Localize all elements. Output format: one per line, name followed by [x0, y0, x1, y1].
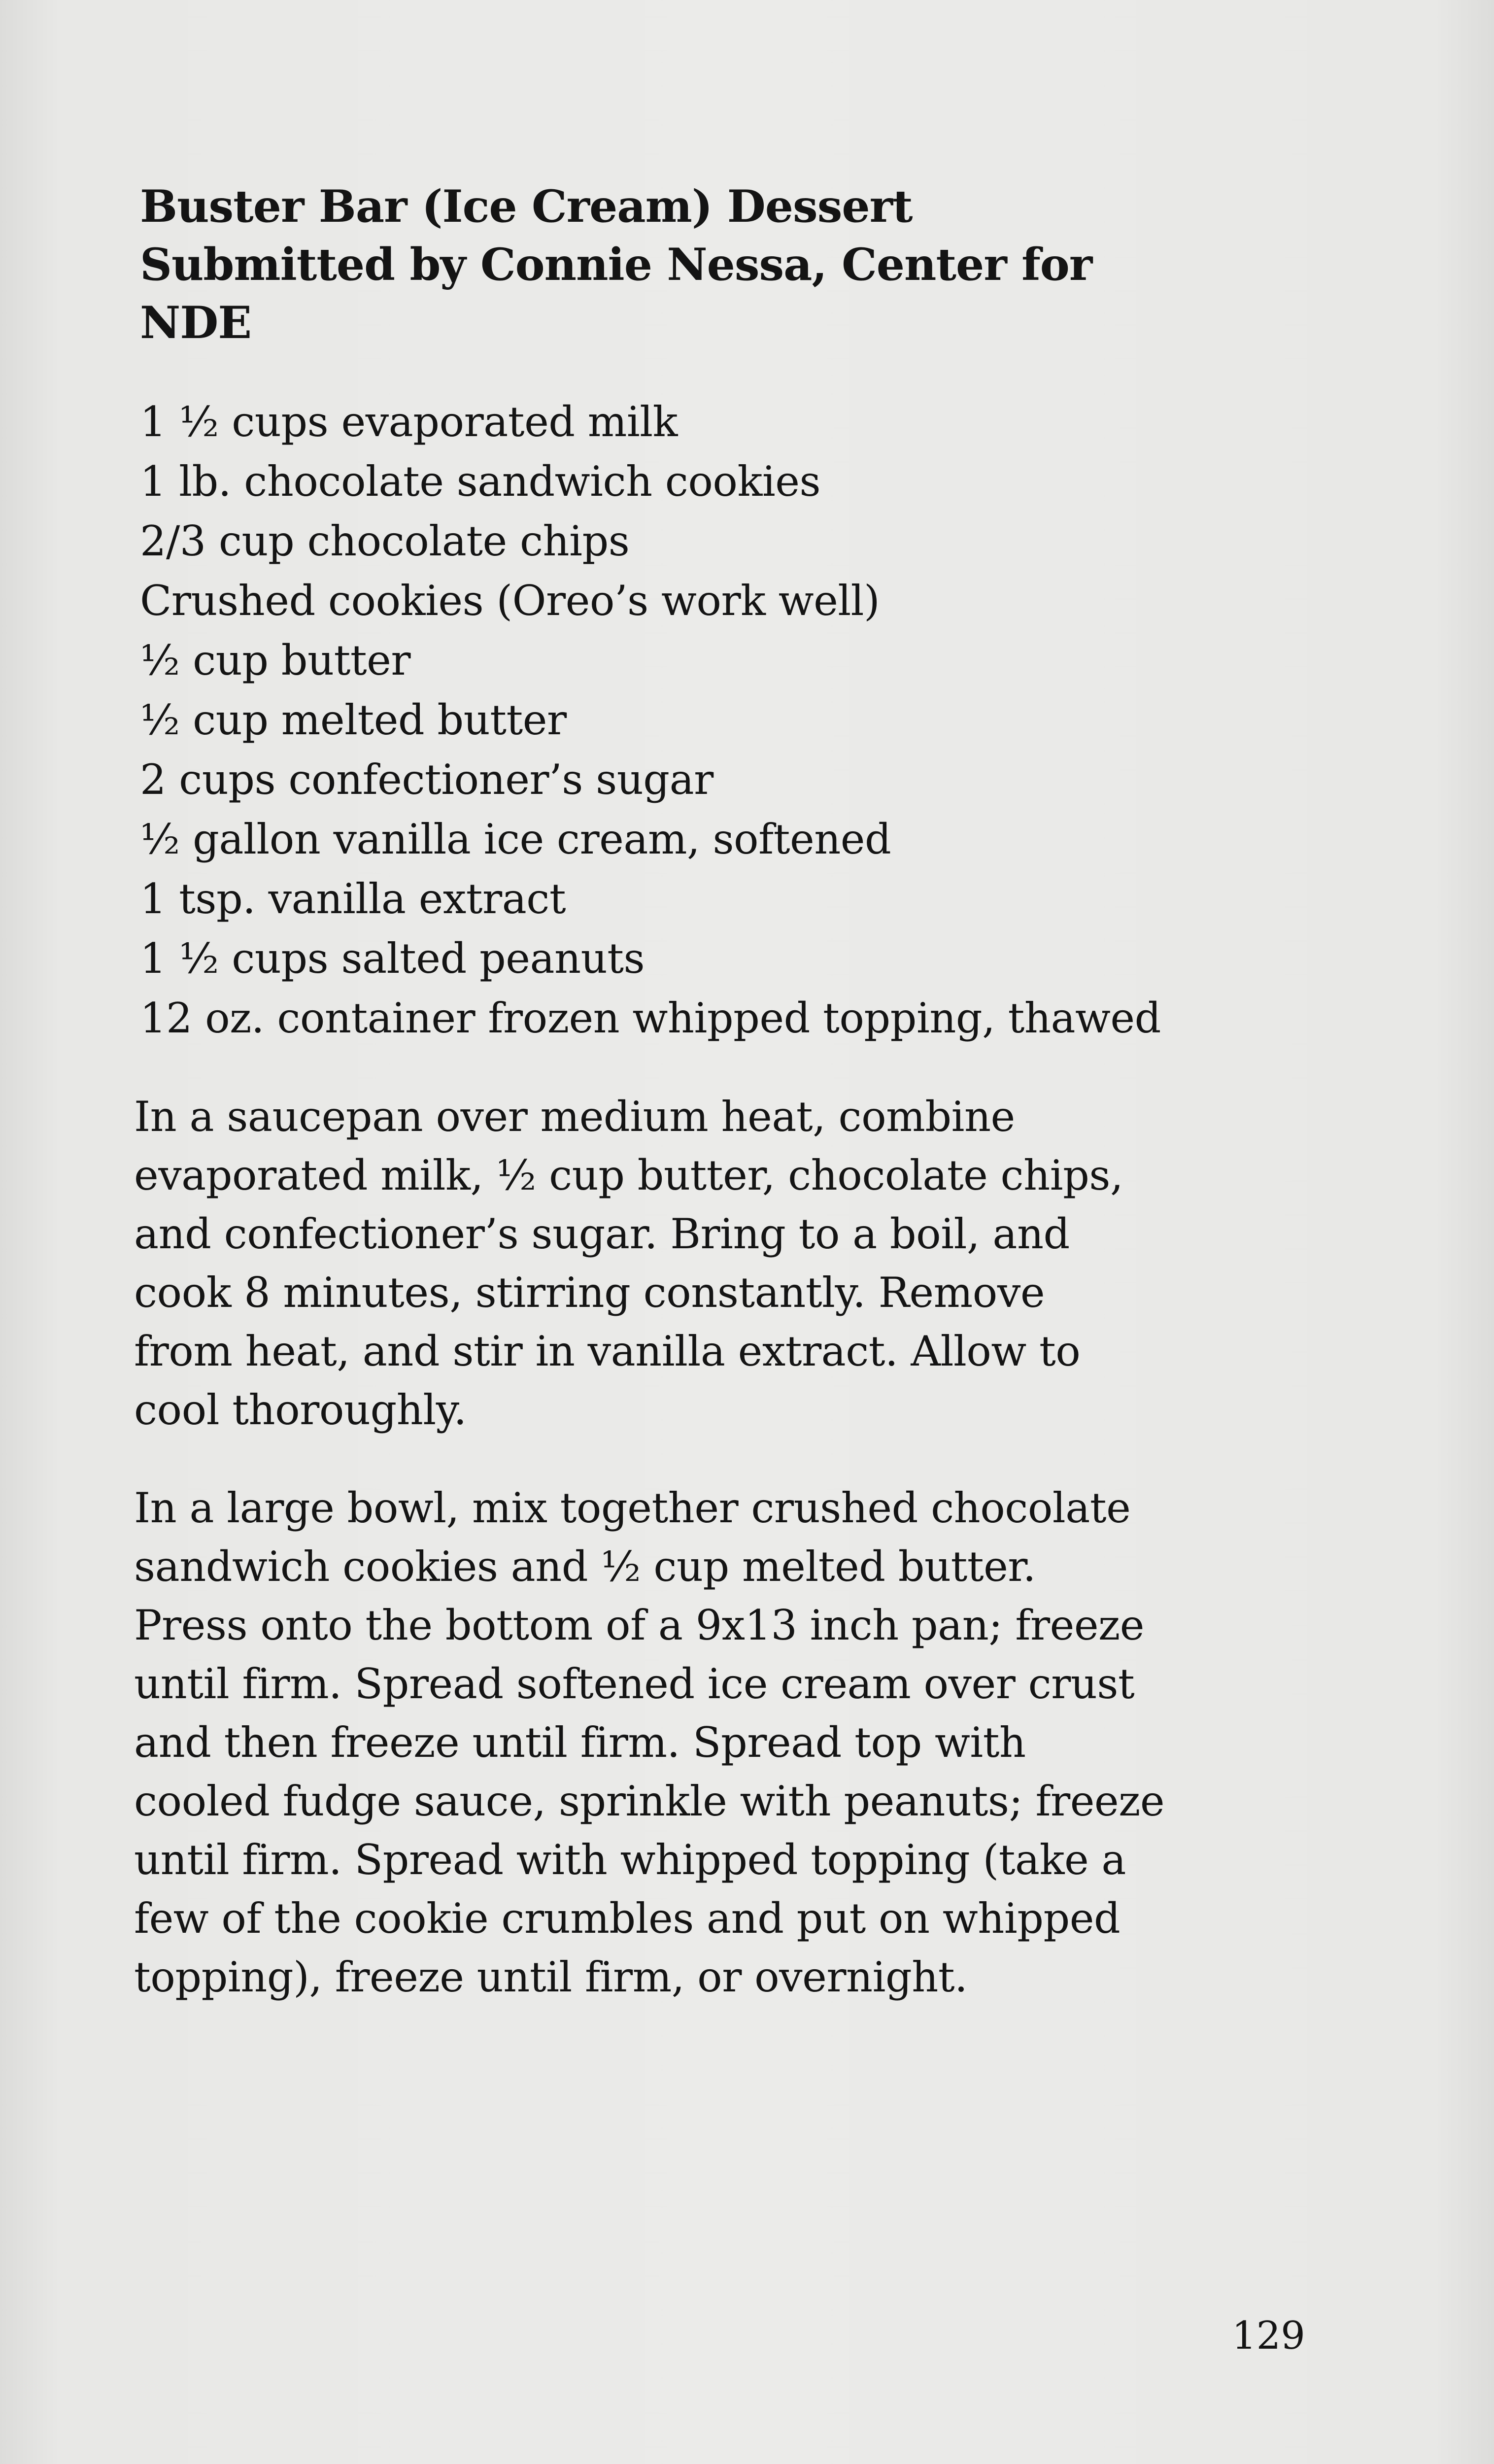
- ingredient-item: 1 ½ cups evaporated milk: [140, 398, 678, 446]
- instruction-line: cool thoroughly.: [134, 1386, 467, 1434]
- title-line: Submitted by Connie Nessa, Center for: [140, 239, 1092, 291]
- instruction-step-2: [134, 1479, 1283, 2007]
- instruction-line: until firm. Spread softened ice cream over crust: [134, 1660, 1135, 1708]
- instruction-line: Press onto the bottom of a 9x13 inch pan; freeze: [134, 1601, 1144, 1649]
- instruction-line: and then freeze until firm. Spread top with: [134, 1718, 1026, 1767]
- ingredient-item: ½ cup butter: [140, 636, 410, 684]
- instruction-line: cooled fudge sauce, sprinkle with peanuts; freeze: [134, 1777, 1165, 1825]
- ingredient-item: 1 ½ cups salted peanuts: [140, 934, 645, 983]
- instruction-line: topping), freeze until firm, or overnight.: [134, 1953, 968, 2001]
- instruction-line: In a saucepan over medium heat, combine: [134, 1093, 1015, 1141]
- page-number: 129: [1232, 2314, 1305, 2358]
- instruction-line: until firm. Spread with whipped topping (take a: [134, 1836, 1126, 1884]
- ingredient-item: 1 lb. chocolate sandwich cookies: [140, 457, 821, 506]
- instruction-line: from heat, and stir in vanilla extract. Allow to: [134, 1327, 1081, 1375]
- title-line: Buster Bar (Ice Cream) Dessert: [140, 180, 913, 233]
- ingredient-item: 2/3 cup chocolate chips: [140, 517, 630, 565]
- instruction-line: cook 8 minutes, stirring constantly. Remove: [134, 1268, 1045, 1317]
- ingredient-item: 2 cups confectioner’s sugar: [140, 755, 713, 804]
- ingredient-list: [140, 392, 1283, 1048]
- instruction-line: evaporated milk, ½ cup butter, chocolate chips,: [134, 1151, 1123, 1199]
- ingredient-item: ½ cup melted butter: [140, 696, 567, 744]
- recipe-title: [140, 177, 1283, 352]
- instruction-line: few of the cookie crumbles and put on whipped: [134, 1894, 1120, 1943]
- ingredient-item: 12 oz. container frozen whipped topping, thawed: [140, 994, 1161, 1042]
- instruction-step-1: [134, 1088, 1283, 1439]
- instruction-line: sandwich cookies and ½ cup melted butter.: [134, 1542, 1036, 1591]
- ingredient-item: Crushed cookies (Oreo’s work well): [140, 577, 880, 625]
- title-line: NDE: [140, 297, 251, 349]
- instruction-line: and confectioner’s sugar. Bring to a boil, and: [134, 1210, 1070, 1258]
- instruction-line: In a large bowl, mix together crushed chocolate: [134, 1484, 1131, 1532]
- ingredient-item: ½ gallon vanilla ice cream, softened: [140, 815, 891, 863]
- recipe: [134, 177, 1283, 2007]
- ingredient-item: 1 tsp. vanilla extract: [140, 875, 566, 923]
